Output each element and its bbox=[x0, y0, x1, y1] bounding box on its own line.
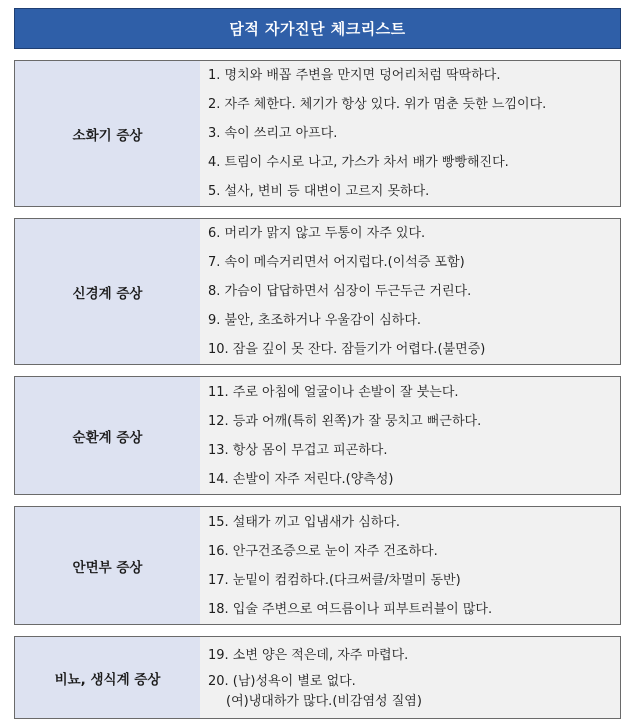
category-label: 소화기 증상 bbox=[15, 61, 200, 206]
checklist-item: 5. 설사, 변비 등 대변이 고르지 못하다. bbox=[208, 184, 430, 199]
section-digestive bbox=[14, 60, 621, 207]
checklist-item: 14. 손발이 자주 저린다.(양측성) bbox=[208, 471, 394, 487]
checklist-item: 6. 머리가 맑지 않고 두통이 자주 있다. bbox=[208, 226, 426, 241]
checklist-item: 13. 항상 몸이 무겁고 피곤하다. bbox=[208, 442, 388, 458]
category-label: 안면부 증상 bbox=[15, 507, 200, 624]
checklist-item: 16. 안구건조증으로 눈이 자주 건조하다. bbox=[208, 543, 438, 559]
item-line-1: 20. (남)성욕이 별로 없다. bbox=[208, 674, 356, 689]
item-list bbox=[200, 637, 620, 718]
checklist-item: 3. 속이 쓰리고 아프다. bbox=[208, 126, 338, 141]
checklist-item: 1. 명치와 배꼽 주변을 만지면 덩어리처럼 딱딱하다. bbox=[208, 68, 501, 83]
page-title: 담적 자가진단 체크리스트 bbox=[14, 8, 621, 49]
section-facial bbox=[14, 506, 621, 625]
item-list bbox=[200, 507, 620, 624]
category-label: 신경계 증상 bbox=[15, 219, 200, 364]
checklist-item: 19. 소변 양은 적은데, 자주 마렵다. bbox=[208, 648, 409, 663]
section-circulatory bbox=[14, 376, 621, 495]
checklist-item: 11. 주로 아침에 얼굴이나 손발이 잘 붓는다. bbox=[208, 384, 459, 400]
item-list bbox=[200, 61, 620, 206]
item-list bbox=[200, 219, 620, 364]
checklist-item: 4. 트림이 수시로 나고, 가스가 차서 배가 빵빵해진다. bbox=[208, 155, 509, 170]
item-line-2: (여)냉대하가 많다.(비감염성 질염) bbox=[226, 694, 422, 709]
checklist-item: 17. 눈밑이 컴컴하다.(다크써클/차멀미 동반) bbox=[208, 572, 461, 588]
section-urogenital bbox=[14, 636, 621, 719]
checklist-item: 2. 자주 체한다. 체기가 항상 있다. 위가 멈춘 듯한 느낌이다. bbox=[208, 97, 547, 112]
checklist-item: 8. 가슴이 답답하면서 심장이 두근두근 거린다. bbox=[208, 284, 472, 299]
checklist-item: 18. 입술 주변으로 여드름이나 피부트러블이 많다. bbox=[208, 601, 493, 617]
checklist-item: 12. 등과 어깨(특히 왼쪽)가 잘 뭉치고 뻐근하다. bbox=[208, 413, 482, 429]
category-label: 비뇨, 생식계 증상 bbox=[15, 637, 200, 718]
checklist-item-two-line bbox=[208, 670, 620, 714]
checklist-item: 15. 설태가 끼고 입냄새가 심하다. bbox=[208, 514, 401, 530]
checklist-item: 7. 속이 메슥거리면서 어지럽다.(이석증 포함) bbox=[208, 255, 465, 270]
item-list bbox=[200, 377, 620, 494]
checklist-item: 9. 불안, 초조하거나 우울감이 심하다. bbox=[208, 313, 422, 328]
category-label: 순환계 증상 bbox=[15, 377, 200, 494]
section-nervous bbox=[14, 218, 621, 365]
checklist-item: 10. 잠을 깊이 못 잔다. 잠들기가 어렵다.(불면증) bbox=[208, 342, 486, 357]
